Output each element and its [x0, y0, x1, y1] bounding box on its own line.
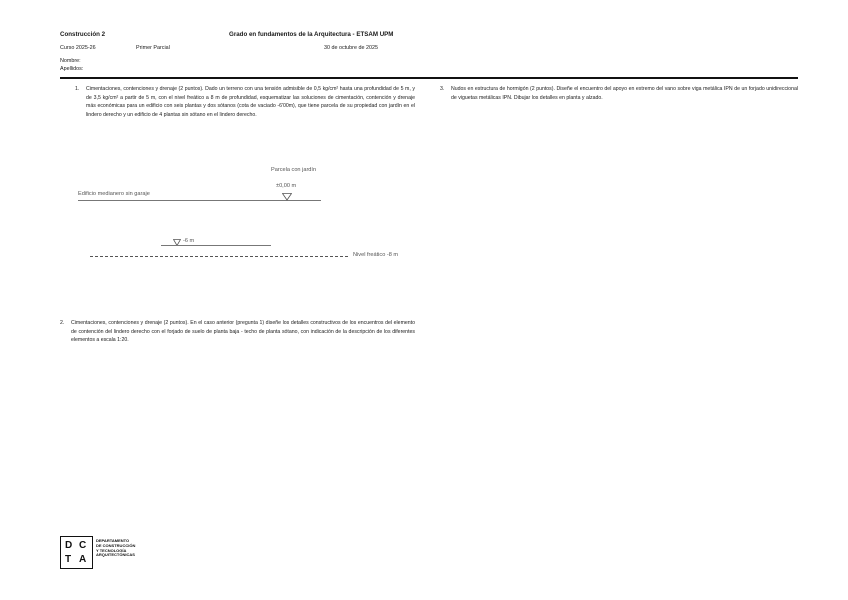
header-divider	[60, 77, 798, 79]
level-marker-icon	[282, 193, 292, 201]
name-label: Nombre:	[60, 58, 81, 64]
garden-plot-label: Parcela con jardín	[271, 167, 317, 173]
excavation-line	[161, 245, 271, 246]
question-2	[60, 319, 415, 345]
department-line: DEPARTAMENTO	[96, 538, 130, 543]
program-title: Grado en fundamentos de la Arquitectura - ETSAM UPM	[229, 31, 394, 38]
question-text: Cimentaciones, contenciones y drenaje (2 puntos). Dado un terreno con una tensión admisible de 0,5 kg/cm² hasta una profundidad de 5 m, y de 3,5 kg/cm² a partir de 5 m, con el nivel freático a 8 m de profundidad, esquematizar las soluciones de cimentación, contención y drenaje más económicas para un edificio con seis plantas y dos sótanos (cota de vaciado -6'00m), que tiene parcela de su propiedad con jardín en el lindero derecho y un edificio de 4 plantas sin sótano en el lindero derecho.	[86, 86, 415, 118]
course-title: Construcción 2	[60, 31, 106, 38]
question-number: 1.	[75, 86, 80, 92]
neighbor-building-label: Edificio medianero sin garaje	[78, 191, 150, 197]
surname-label: Apellidos:	[60, 66, 84, 72]
dcta-logo	[60, 536, 93, 569]
water-table-label: Nivel freático -8 m	[353, 252, 399, 258]
department-line: DE CONSTRUCCIÓN	[96, 542, 136, 548]
logo-letter: T	[65, 554, 72, 565]
academic-year: Curso 2025-26	[60, 45, 96, 51]
exam-date: 30 de octubre de 2025	[324, 45, 378, 51]
question-number: 3.	[440, 86, 445, 92]
exam-name: Primer Parcial	[136, 45, 170, 51]
logo-letter: D	[65, 540, 73, 551]
logo-letter: C	[79, 540, 87, 551]
question-text: Cimentaciones, contenciones y drenaje (2 puntos). En el caso anterior (pregunta 1) diseñe los detalles constructivos de los encuentros del elemento de contención del lindero derecho con el forjado de suelo de planta baja - techo de planta sótano, con indicación de la descripción de los diferentes elementos a escala 1:20.	[71, 320, 415, 344]
question-number: 2.	[60, 320, 65, 326]
ground-level-label: ±0,00 m	[276, 183, 297, 189]
water-table-line	[90, 256, 348, 257]
excavation-level-label: -6 m	[183, 238, 195, 244]
department-line: Y TECNOLOGÍA	[96, 547, 127, 553]
question-3	[440, 85, 798, 102]
question-1	[75, 85, 415, 119]
department-name	[96, 539, 135, 558]
department-line: ARQUITECTÓNICAS	[96, 552, 135, 558]
question-text: Nudos en estructura de hormigón (2 puntos). Diseñe el encuentro del apoyo en extremo del vano sobre viga metálica IPN de un forjado unidireccional de viguetas metálicas IPN. Dibujar los detalles en planta y alzado.	[451, 86, 798, 101]
logo-letter: A	[79, 554, 87, 565]
